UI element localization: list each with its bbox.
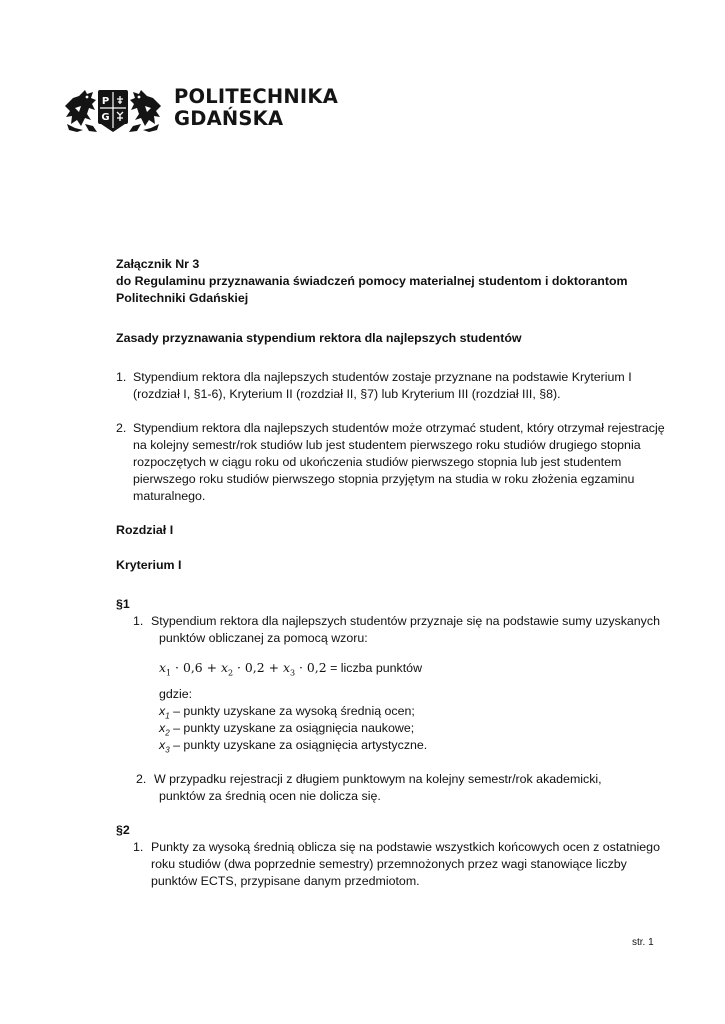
chapter-heading: Rozdział I [116,523,174,537]
section-1-item-1-line-1: Stypendium rektora dla najlepszych studentów przyznaje się na podstawie sumy uzyskanych [151,614,660,628]
formula-var-x3: x [282,660,290,675]
var-x1: x [159,704,166,718]
var-x1-sub: 1 [165,711,170,721]
section-2-item-1-line-3: punktów ECTS, przypisane danym przedmiotom. [151,874,420,888]
regulation-title: do Regulaminu przyznawania świadczeń pomocy materialnej studentom i doktorantom [116,274,628,288]
formula-plus: + [268,660,279,675]
formula-weight-1: 0,6 [182,660,203,675]
formula-plus: + [206,660,218,675]
formula-sub-2: 2 [227,668,234,678]
intro-item-2-line-5: maturalnego. [133,489,206,503]
formula-sub-3: 3 [289,668,296,678]
intro-item-1-number: 1. [116,370,127,384]
var-x2-sub: 2 [165,728,170,738]
intro-item-2-line-1: Stypendium rektora dla najlepszych studentów może otrzymać student, który otrzymał rejestrację [133,421,665,435]
where-label: gdzie: [159,687,193,701]
var-x3: x [159,738,166,752]
section-1-item-2-line-2: punktów za średnią ocen nie dolicza się. [159,789,381,803]
section-2-item-1-number: 1. [133,840,144,854]
var-x2-desc: – punkty uzyskane za osiągnięcia naukowe; [169,721,415,735]
formula-weight-3: 0,2 [306,660,327,675]
intro-item-1-line-1: Stypendium rektora dla najlepszych studentów zostaje przyznane na podstawie Kryterium I [133,370,632,384]
criterion-heading: Kryterium I [116,558,182,572]
section-2-item-1-line-1: Punkty za wysoką średnią oblicza się na podstawie wszystkich końcowych ocen z ostatniego [151,840,660,854]
document-heading: Zasady przyznawania stypendium rektora dla najlepszych studentów [116,331,522,345]
var-x3-desc: – punkty uzyskane za osiągnięcia artystyczne. [169,738,428,752]
formula-result: = liczba punktów [330,661,423,675]
logo-line-1: POLITECHNIKA [174,85,338,108]
formula-weight-2: 0,2 [244,660,265,675]
formula-op: · [175,660,179,675]
section-1-title: §1 [116,597,130,611]
formula-var-x2: x [220,660,228,675]
variable-x3-definition [159,737,427,758]
logo-line-2: GDAŃSKA [174,107,284,130]
formula-op: · [298,660,303,675]
var-x1-desc: – punkty uzyskane za wysoką średnią ocen; [169,704,415,718]
var-x2: x [159,721,166,735]
section-1-item-1-line-2: punktów obliczanej za pomocą wzoru: [159,631,368,645]
formula-sub-1: 1 [166,668,172,678]
university-logo [63,84,338,134]
logo-wordmark [174,86,338,130]
intro-item-2-line-3: rozpoczętych w ciągu roku od ukończenia studiów pierwszego stopnia lub jest studentem [133,455,622,469]
university-name: Politechniki Gdańskiej [116,291,249,305]
page-number: str. 1 [632,937,654,948]
attachment-number: Załącznik Nr 3 [116,257,200,271]
intro-item-1-line-2: (rozdział I, §1-6), Kryterium II (rozdział II, §7) lub Kryterium III (rozdział III, §8). [133,387,561,401]
griffins-crest-icon [63,84,171,134]
section-2-title: §2 [116,823,130,837]
intro-item-2-line-2: na kolejny semestr/rok studiów lub jest studentem pierwszego roku studiów drugiego stopnia [133,438,641,452]
section-1-item-2-number: 2. [136,772,147,786]
formula-op: · [237,660,241,675]
shield-letter-g: G [101,112,110,123]
section-1-item-1-number: 1. [133,614,144,628]
section-2-item-1-line-2: roku studiów (dwa poprzednie semestry) przemnożonych przez wagi stanowiące liczby [151,857,627,871]
var-x3-sub: 3 [165,745,170,755]
shield-letter-p: P [101,96,110,107]
points-formula [159,660,422,677]
intro-item-2-number: 2. [116,421,127,435]
intro-item-2-line-4: pierwszego roku studiów pierwszego stopnia przyjętym na studia w roku złożenia egzaminu [133,472,635,486]
formula-var-x1: x [159,660,166,675]
section-1-item-2-line-1: W przypadku rejestracji z długiem punktowym na kolejny semestr/rok akademicki, [154,772,602,786]
